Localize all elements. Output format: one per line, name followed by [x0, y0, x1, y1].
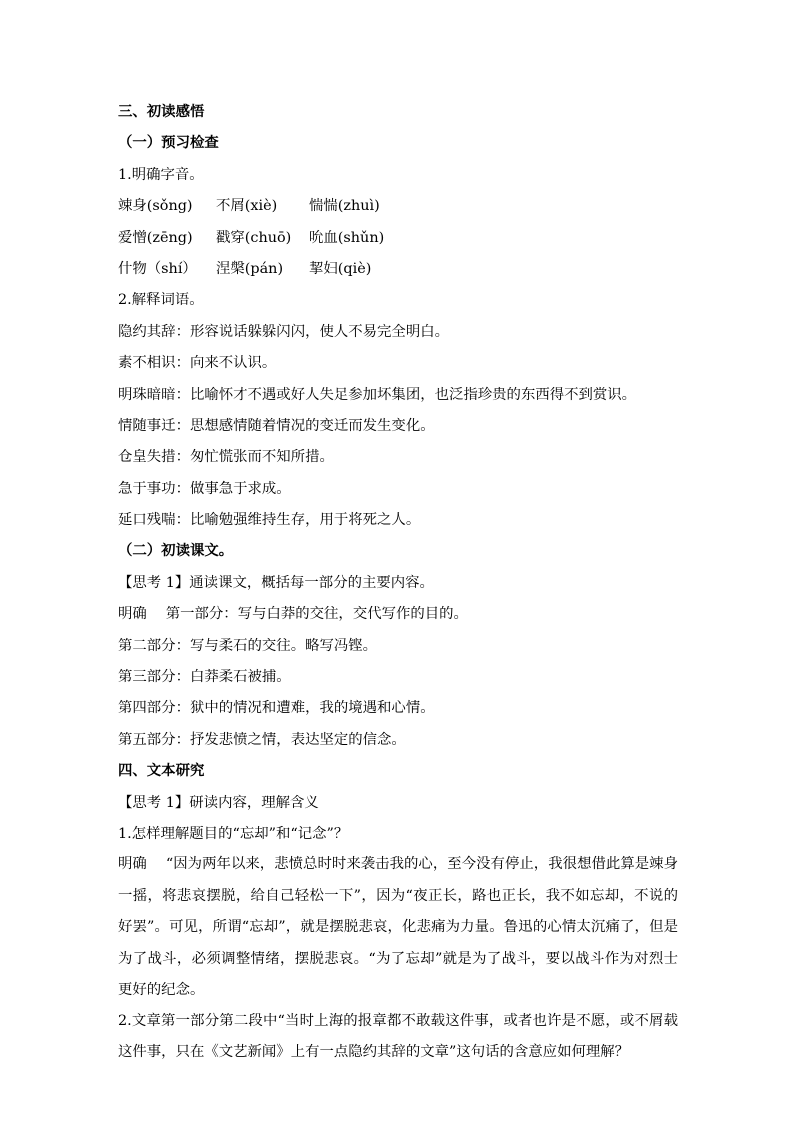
pronunciation-item: 吮血(shǔn): [309, 229, 385, 246]
question-pronunciation: 1.明确字音。: [118, 166, 204, 183]
question-newspaper: 2.文章第一部分第二段中“当时上海的报章都不敢载这件事，或者也许是不愿，或不屑载这件事，只在《文艺新闻》上有一点隐约其辞的文章”这句话的含意应如何理解？: [118, 1012, 678, 1061]
question-forget: 1.怎样理解题目的“忘却”和“记念”？: [118, 825, 349, 842]
document-page: [118, 102, 678, 1074]
definition-item: 情随事迁：思想感情随着情况的变迁而发生变化。: [118, 417, 435, 434]
subsection-preview-check: （一）预习检查: [118, 134, 219, 152]
pronunciation-item: 惴惴(zhuì): [309, 198, 380, 215]
pronunciation-item: 什物（shí）: [118, 260, 197, 277]
part-summary: 第二部分：写与柔石的交往。略写冯铿。: [118, 637, 378, 654]
definition-item: 急于事功：做事急于求成。: [118, 480, 291, 497]
question-definitions: 2.解释词语。: [118, 292, 204, 309]
part-summary: 第四部分：狱中的情况和遭难，我的境遇和心情。: [118, 700, 435, 717]
pronunciation-row: [118, 196, 678, 216]
section-4-title: 四、文本研究: [118, 762, 205, 780]
part-summary: 第三部分：白莽柔石被捕。: [118, 669, 291, 686]
answer-paragraph: 明确 “因为两年以来，悲愤总时时来袭击我的心，至今没有停止，我很想借此算是竦身一摇，将悲哀摆脱，给自己轻松一下”，因为“夜正长，路也正长，我不如忘却，不说的好罢”。可见，所谓“忘却”，就是摆脱悲哀，化悲痛为力量。鲁迅的心情太沉痛了，但是为了战斗，必须调整情绪，摆脱悲哀。“为了忘却”就是为了战斗，要以战斗作为对烈士更好的纪念。: [118, 856, 678, 998]
part-summary: 第五部分：抒发悲愤之情，表达坚定的信念。: [118, 731, 406, 748]
pronunciation-item: 不屑(xiè): [216, 198, 278, 215]
pronunciation-item: 竦身(sǒng): [118, 198, 193, 215]
pronunciation-item: 挈妇(qiè): [309, 260, 372, 277]
subsection-first-reading: （二）初读课文。: [118, 542, 234, 560]
definition-item: 素不相识：向来不认识。: [118, 355, 277, 372]
definition-item: 明珠暗暗：比喻怀才不遇或好人失足参加坏集团，也泛指珍贵的东西得不到赏识。: [118, 386, 637, 403]
pronunciation-item: 戳穿(chuō): [216, 229, 292, 246]
pronunciation-item: 涅槃(pán): [216, 260, 284, 277]
think-prompt: 【思考 1】研读内容，理解含义: [118, 794, 319, 811]
part-summary: 明确 第一部分：写与白莽的交往，交代写作的目的。: [118, 606, 468, 623]
definition-item: 隐约其辞：形容说话躲躲闪闪，使人不易完全明白。: [118, 323, 449, 340]
pronunciation-row: [118, 259, 678, 279]
pronunciation-row: [118, 228, 678, 248]
think-prompt: 【思考 1】通读课文，概括每一部分的主要内容。: [118, 574, 434, 591]
pronunciation-item: 爱憎(zēng): [118, 229, 193, 246]
definition-item: 仓皇失措：匆忙慌张而不知所措。: [118, 449, 334, 466]
definition-item: 延口残喘：比喻勉强维持生存，用于将死之人。: [118, 512, 421, 529]
section-3-title: 三、初读感悟: [118, 103, 205, 120]
